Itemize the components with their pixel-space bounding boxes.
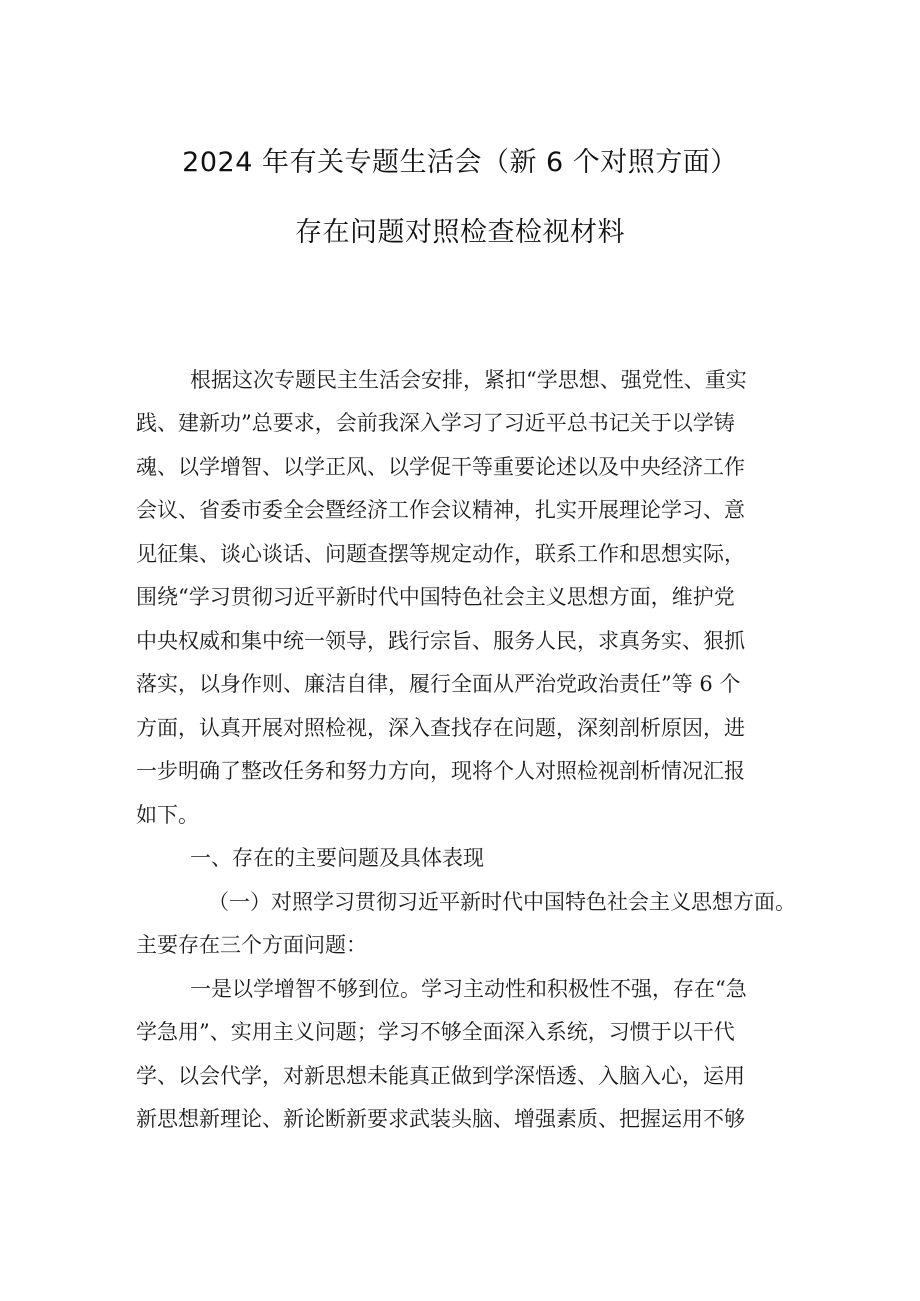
body-line: 落实，以身作则、廉洁自律，履行全面从严治党政治责任”等 6 个 — [136, 672, 741, 696]
body-line: 主要存在三个方面问题： — [136, 933, 367, 957]
body-line: 魂、以学增智、以学正风、以学促干等重要论述以及中央经济工作 — [136, 455, 745, 479]
body-line: 践、建新功”总要求，会前我深入学习了习近平总书记关于以学铸 — [136, 411, 735, 435]
document-title-line-1: 2024 年有关专题生活会（新 6 个对照方面） — [182, 147, 738, 178]
body-line: 会议、省委市委全会暨经济工作会议精神，扎实开展理论学习、意 — [136, 498, 745, 522]
document-title-line-2: 存在问题对照检查检视材料 — [295, 217, 625, 248]
body-line: 一是以学增智不够到位。学习主动性和积极性不强，存在“急 — [190, 977, 747, 1001]
body-line: 中央权威和集中统一领导，践行宗旨、服务人民，求真务实、狠抓 — [136, 629, 745, 653]
body-line: 一步明确了整改任务和努力方向，现将个人对照检视剖析情况汇报 — [136, 759, 745, 783]
body-line: 见征集、谈心谈话、问题查摆等规定动作，联系工作和思想实际， — [136, 542, 745, 566]
body-line: 学、以会代学，对新思想未能真正做到学深悟透、入脑入心，运用 — [136, 1064, 745, 1088]
body-line: 根据这次专题民主生活会安排，紧扣“学思想、强党性、重实 — [190, 368, 747, 392]
body-line: 围绕“学习贯彻习近平新时代中国特色社会主义思想方面，维护党 — [136, 585, 735, 609]
subsection-heading: （一）对照学习贯彻习近平新时代中国特色社会主义思想方面。 — [208, 890, 796, 914]
body-line: 如下。 — [136, 803, 199, 827]
section-heading: 一、存在的主要问题及具体表现 — [190, 846, 484, 870]
body-line: 新思想新理论、新论断新要求武装头脑、增强素质、把握运用不够 — [136, 1107, 745, 1131]
body-line: 方面，认真开展对照检视，深入查找存在问题，深刻剖析原因，进 — [136, 716, 745, 740]
body-line: 学急用”、实用主义问题；学习不够全面深入系统，习惯于以干代 — [136, 1020, 735, 1044]
